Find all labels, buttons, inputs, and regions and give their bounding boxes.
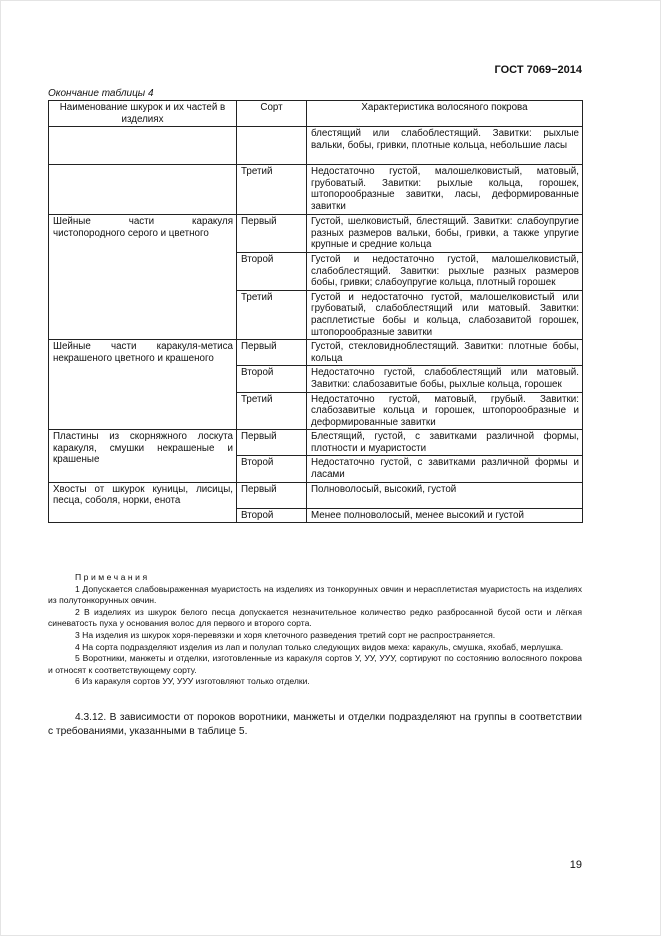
table-row [49,215,583,253]
notes-block [48,572,582,688]
name-cell [49,165,237,215]
name-cell: Шейные части каракуля чистопородного серого и цветного [49,215,237,340]
table-row [49,482,583,508]
desc-cell: Густой и недостаточно густой, малошелковистый или грубоватый, слабоблестящий или матовый. Завитки: расплетистые бобы и кольца, слабозавитой горошек, штопорообразные завитки [307,290,583,339]
header-desc: Характеристика волосяного покрова [307,101,583,127]
desc-cell: Густой, шелковистый, блестящий. Завитки: слабоупругие разных размеров вальки, бобы, гривки, а также упругие крупные и средние кольца [307,215,583,253]
header-grade: Сорт [237,101,307,127]
desc-cell: Менее полноволосый, менее высокий и густой [307,508,583,523]
desc-cell: Недостаточно густой, с завитками различной формы и ласами [307,456,583,482]
desc-cell: Полноволосый, высокий, густой [307,482,583,508]
grade-cell: Первый [237,482,307,508]
note-item: 6 Из каракуля сортов УУ, УУУ изготовляют только отделки. [75,676,310,687]
page-number: 19 [569,859,582,871]
note-item: 5 Воротники, манжеты и отделки, изготовленные из каракуля сортов У, УУ, УУУ, сортируют по состоянию волосяного покрова и относят к соответствующему сорту. [48,653,582,675]
name-cell: Шейные части каракуля-метиса некрашеного цветного и крашеного [49,340,237,430]
grade-cell: Второй [237,366,307,392]
desc-cell: Блестящий, густой, с завитками различной формы, плотности и муаристости [307,430,583,456]
desc-cell: Недостаточно густой, малошелковистый, матовый, грубоватый. Завитки: рыхлые кольца, горошек, штопорообразные завитки, ласы, деформированные завитки [307,165,583,215]
note-item: 1 Допускается слабовыраженная муаристость на изделиях из тонкорунных овчин и нерасплетистая муаристость на изделиях из полутонкорунных овчин. [48,583,582,606]
desc-cell: Густой, стекловидноблестящий. Завитки: плотные бобы, кольца [307,340,583,366]
desc-cell: Недостаточно густой, слабоблестящий или матовый. Завитки: слабозавитые бобы, рыхлые кольца, горошек [307,366,583,392]
note-item: 4 На сорта подразделяют изделия из лап и полулап только следующих видов меха: каракуль, смушка, яхобаб, мерлушка. [75,641,564,652]
grade-cell: Первый [237,215,307,253]
grade-cell: Второй [237,456,307,482]
table-header-row [49,101,583,127]
table-row [49,430,583,456]
grade-cell: Второй [237,508,307,523]
body-paragraph: 4.3.12. В зависимости от пороков воротники, манжеты и отделки подразделяют на группы в соответствии с требованиями, указанными в таблице 5. [48,712,582,737]
grade-cell: Второй [237,252,307,290]
name-cell: Пластины из скорняжного лоскута каракуля, смушки некрашеные и крашеные [49,430,237,482]
table-row [49,165,583,215]
table-row [49,127,583,165]
grade-cell: Третий [237,290,307,339]
grade-cell: Третий [237,165,307,215]
name-cell [49,127,237,165]
note-item: 3 На изделия из шкурок хоря-перевязки и хоря клеточного разведения третий сорт не распространяется. [75,629,496,640]
header-name: Наименование шкурок и их частей в изделиях [49,101,237,127]
desc-cell: Недостаточно густой, матовый, грубый. Завитки: слабозавитые кольца и горошек, штопорообразные и деформированные завитки [307,392,583,430]
desc-cell: Густой и недостаточно густой, малошелковистый, слабоблестящий. Завитки: рыхлые разных размеров бобы, гривки; слабоупругие кольца, плотный горошек [307,252,583,290]
grade-cell [237,127,307,165]
name-cell: Хвосты от шкурок куницы, лисицы, песца, соболя, норки, енота [49,482,237,523]
standard-header: ГОСТ 7069−2014 [494,64,582,76]
grade-cell: Первый [237,340,307,366]
notes-heading: Примечания [75,572,150,582]
table-caption: Окончание таблицы 4 [48,88,154,99]
desc-cell: блестящий или слабоблестящий. Завитки: рыхлые вальки, бобы, гривки, плотные кольца, небольшие ласы [307,127,583,165]
grade-cell: Третий [237,392,307,430]
table-row [49,340,583,366]
sort-characteristics-table [48,100,583,523]
grade-cell: Первый [237,430,307,456]
note-item: 2 В изделиях из шкурок белого песца допускается незначительное количество редко разбросанной бусой ости и лёгкая синеватость пуха у основания волос для первого и второго сорта. [48,606,582,629]
